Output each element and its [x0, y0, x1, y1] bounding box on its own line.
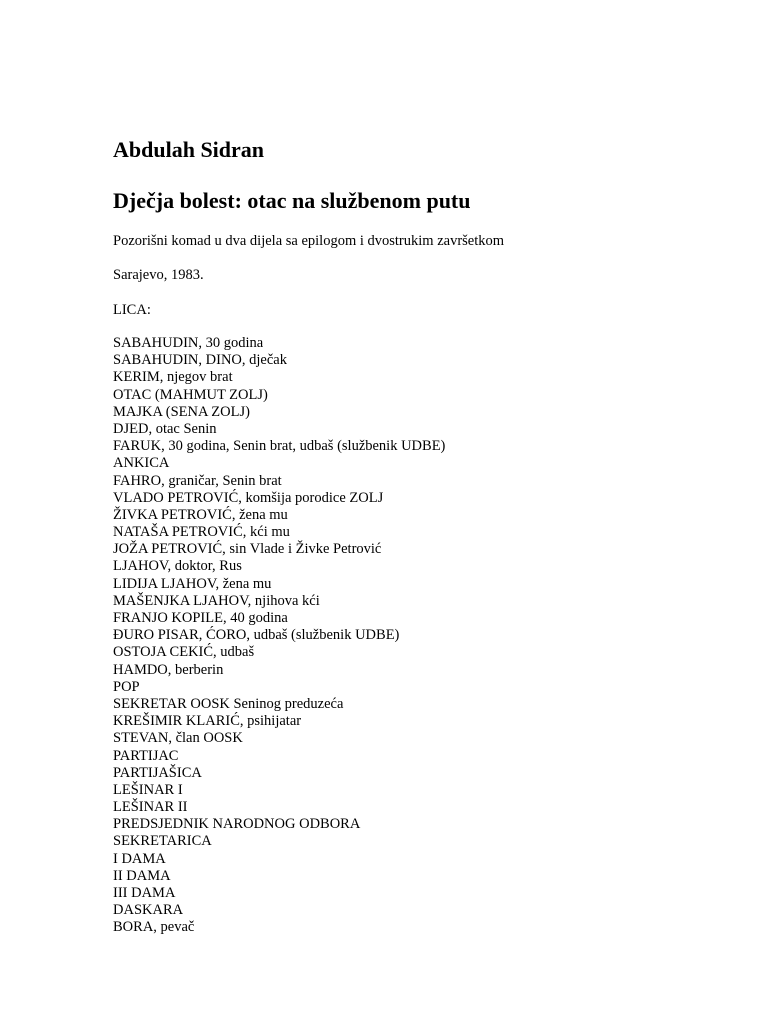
cast-list-item: LEŠINAR I — [113, 781, 183, 798]
cast-list-item: HAMDO, berberin — [113, 661, 224, 678]
cast-list-item: III DAMA — [113, 885, 176, 901]
play-subtitle: Pozorišni komad u dva dijela sa epilogom i dvostrukim završetkom — [113, 233, 505, 249]
cast-list-item: VLADO PETROVIĆ, komšija porodice ZOLJ — [113, 489, 384, 506]
cast-list-item: KERIM, njegov brat — [113, 369, 233, 386]
cast-heading: LICA: — [113, 302, 151, 318]
cast-list-item: DASKARA — [113, 902, 184, 919]
cast-list-item: ĐURO PISAR, ĆORO, udbaš (službenik UDBE) — [113, 627, 400, 644]
cast-list-item: PREDSJEDNIK NARODNOG ODBORA — [113, 816, 361, 833]
cast-list-item: MAJKA (SENA ZOLJ) — [113, 403, 250, 420]
cast-list-item: SEKRETARICA — [113, 833, 212, 850]
cast-list-item: FARUK, 30 godina, Senin brat, udbaš (službenik UDBE) — [113, 438, 446, 455]
cast-list-item: JOŽA PETROVIĆ, sin Vlade i Živke Petrović — [113, 541, 382, 558]
cast-list-item: PARTIJAŠICA — [113, 764, 202, 781]
cast-list-item: LEŠINAR II — [113, 799, 188, 816]
cast-list-item: DJED, otac Senin — [113, 420, 217, 437]
cast-list-item: LJAHOV, doktor, Rus — [113, 558, 242, 575]
cast-list-item: SABAHUDIN, 30 godina — [113, 335, 264, 351]
cast-list-item: STEVAN, član OOSK — [113, 730, 243, 747]
cast-list-item: MAŠENJKA LJAHOV, njihova kći — [113, 592, 320, 609]
cast-list-item: OTAC (MAHMUT ZOLJ) — [113, 386, 268, 403]
cast-list-item: SEKRETAR OOSK Seninog preduzeća — [113, 695, 344, 712]
cast-list — [113, 335, 445, 937]
cast-list-item: BORA, pevač — [113, 919, 195, 936]
play-title: Dječja bolest: otac na službenom putu — [113, 188, 471, 213]
cast-list-item: ANKICA — [113, 455, 170, 472]
place-date: Sarajevo, 1983. — [113, 267, 204, 283]
author-name: Abdulah Sidran — [113, 137, 265, 162]
cast-list-item: FAHRO, graničar, Senin brat — [113, 472, 282, 489]
cast-list-item: PARTIJAC — [113, 747, 179, 764]
cast-list-item: KREŠIMIR KLARIĆ, psihijatar — [113, 713, 302, 730]
cast-list-item: II DAMA — [113, 867, 171, 884]
cast-list-item: SABAHUDIN, DINO, dječak — [113, 352, 287, 369]
cast-list-item: POP — [113, 678, 140, 695]
cast-list-item: LIDIJA LJAHOV, žena mu — [113, 575, 272, 592]
cast-list-item: FRANJO KOPILE, 40 godina — [113, 610, 288, 626]
cast-list-item: NATAŠA PETROVIĆ, kći mu — [113, 524, 290, 541]
cast-list-item: I DAMA — [113, 850, 166, 867]
cast-list-item: ŽIVKA PETROVIĆ, žena mu — [113, 506, 288, 523]
cast-list-item: OSTOJA CEKIĆ, udbaš — [113, 644, 255, 661]
